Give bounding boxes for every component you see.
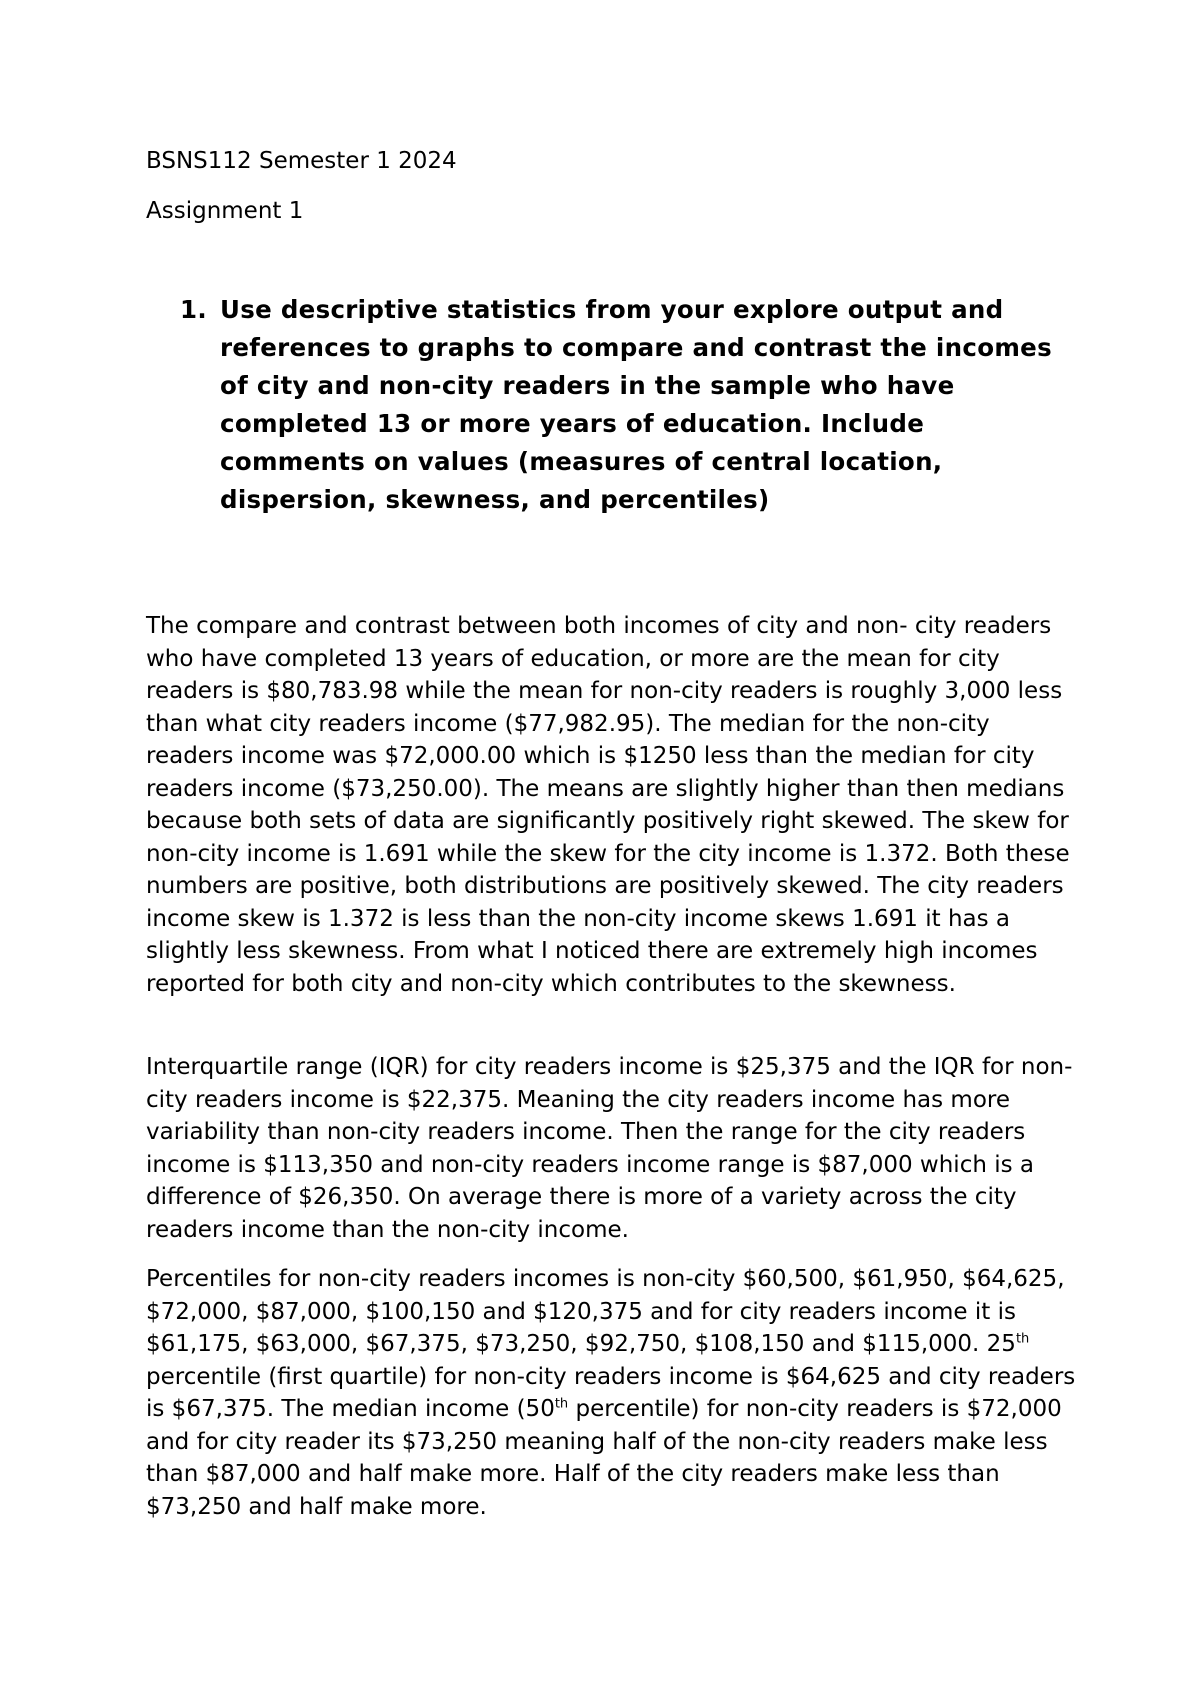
question-text: Use descriptive statistics from your explore output and references to graphs to compare and contrast the incomes of city and non-city readers in the sample who have completed 13 or more years of education. Include comments on values (measures of central location, dispersion, skewness, and percentiles) — [220, 295, 1052, 514]
question-number: 1. — [180, 295, 207, 324]
answer-paragraph-central-location: The compare and contrast between both incomes of city and non- city readers who have completed 13 years of education, or more are the mean for city readers is $80,783.98 while the mean for non-city readers is roughly 3,000 less than what city readers income ($77,982.95). The median for the non-city readers income was $72,000.00 which is $1250 less than the median for city readers income ($73,250.00). The means are slightly higher than then medians because both sets of data are significantly positively right skewed. The skew for non-city income is 1.691 while the skew for the city income is 1.372. Both these numbers are positive, both distributions are positively skewed. The city readers income skew is 1.372 is less than the non-city income skews 1.691 it has a slightly less skewness. From what I noticed there are extremely high incomes reported for both city and non-city which contributes to the skewness. — [146, 613, 1070, 997]
assignment-title: Assignment 1 — [146, 198, 304, 224]
percentiles-text-part-3: percentile) for non-city readers is $72,000 and for city reader its $73,250 meaning half of the non-city readers make less than $87,000 and half make more. Half of the city readers make less than $73,250 and half make more. — [146, 1396, 1062, 1520]
percentiles-text-part-2: percentile (first quartile) for non-city readers income is $64,625 and city readers is $67,375. The median income (50 — [146, 1363, 1076, 1422]
course-title: BSNS112 Semester 1 2024 — [146, 148, 457, 174]
ordinal-suffix: th — [554, 1396, 569, 1412]
ordinal-suffix: th — [1015, 1331, 1030, 1347]
answer-paragraph-dispersion: Interquartile range (IQR) for city readers income is $25,375 and the IQR for non-city readers income is $22,375. Meaning the city readers income has more variability than non-city readers income. Then the range for the city readers income is $113,350 and non-city readers income range is $87,000 which is a difference of $26,350. On average there is more of a variety across the city readers income than the non-city income. — [146, 1054, 1073, 1243]
percentiles-text-part-1: Percentiles for non-city readers incomes is non-city $60,500, $61,950, $64,625, $72,000, $87,000, $100,150 and $120,375 and for city readers income it is $61,175, $63,000, $67,375, $73,250, $92,750, $108,150 and $115,000. 25 — [146, 1266, 1065, 1357]
question-item — [180, 291, 1060, 519]
answer-paragraph-percentiles — [146, 1263, 1076, 1523]
